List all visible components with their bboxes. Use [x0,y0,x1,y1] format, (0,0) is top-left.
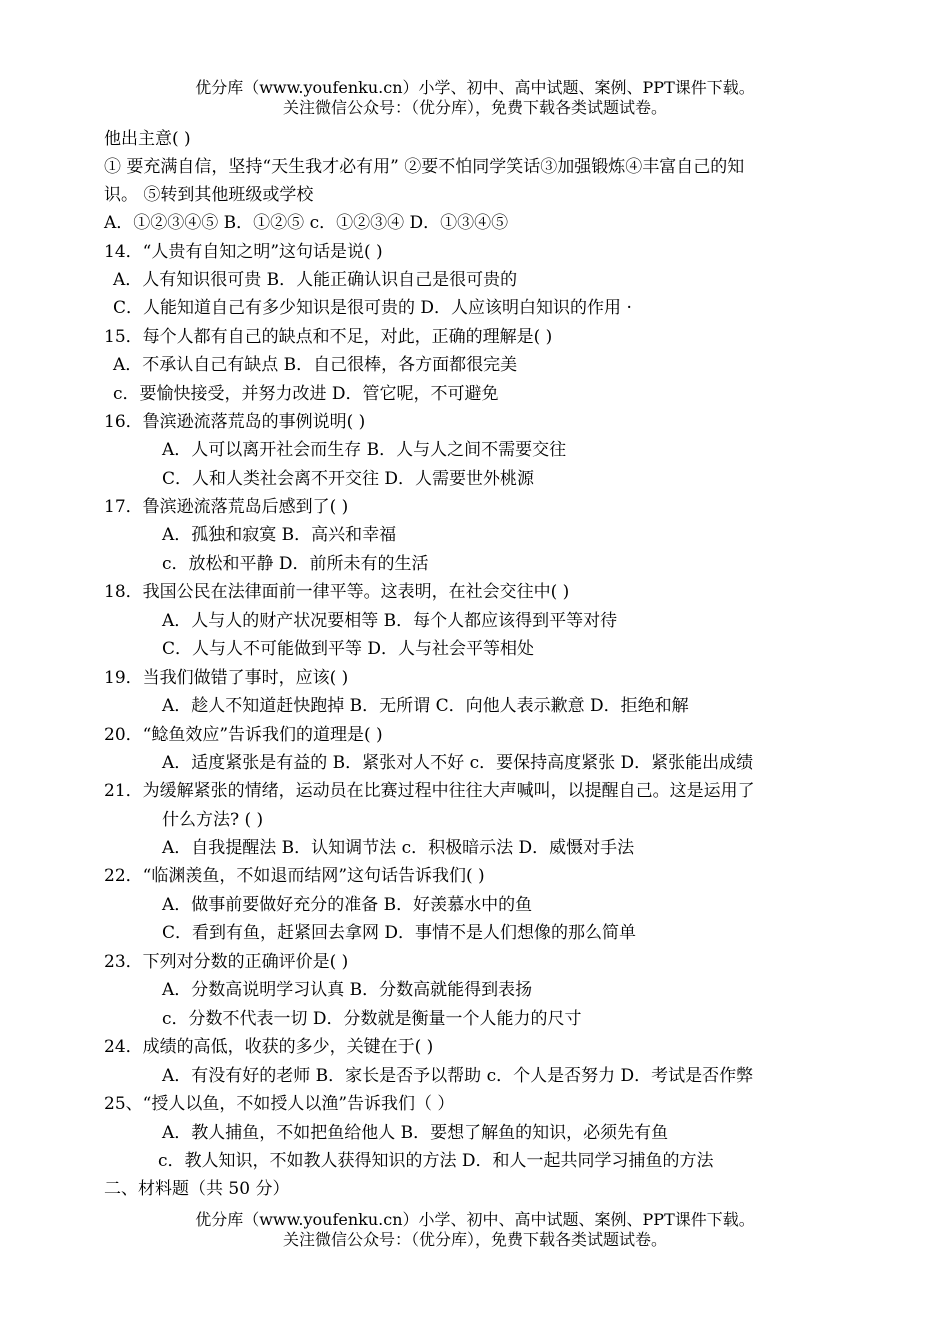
section-heading: 二、材料题（共 50 分） [104,1179,290,1199]
answer-options: c．分数不代表一切 D．分数就是衡量一个人能力的尺寸 [162,1009,582,1029]
header-line-1: 优分库（www.youfenku.cn）小学、初中、高中试题、案例、PPT课件下载。 [195,78,755,97]
answer-options: A．做事前要做好充分的准备 B．好羡慕水中的鱼 [162,895,533,915]
question-18: 18．我国公民在法律面前一律平等。这表明，在社会交往中( ) [104,582,570,602]
answer-options: A．自我提醒法 B．认知调节法 c．积极暗示法 D．威慑对手法 [162,838,635,858]
answer-options: c．教人知识，不如教人获得知识的方法 D．和人一起共同学习捕鱼的方法 [158,1151,714,1171]
answer-options: A．分数高说明学习认真 B．分数高就能得到表扬 [162,980,533,1000]
answer-options: A．人可以离开社会而生存 B．人与人之间不需要交往 [162,440,567,460]
answer-options: C．人和人类社会离不开交往 D．人需要世外桃源 [162,469,535,489]
question-14: 14．“人贵有自知之明”这句话是说( ) [104,242,383,262]
question-16: 16．鲁滨逊流落荒岛的事例说明( ) [104,412,366,432]
answer-options: c．要愉快接受，并努力改进 D．管它呢，不可避免 [113,384,499,404]
question-22: 22．“临渊羡鱼，不如退而结网”这句话告诉我们( ) [104,866,485,886]
answer-options: A．趁人不知道赶快跑掉 B．无所谓 C．向他人表示歉意 D．拒绝和解 [162,696,689,716]
answer-options: A．孤独和寂寞 B．高兴和幸福 [162,525,397,545]
answer-options: C．人能知道自己有多少知识是很可贵的 D．人应该明白知识的作用 · [113,298,632,318]
question-17: 17．鲁滨逊流落荒岛后感到了( ) [104,497,349,517]
question-15: 15．每个人都有自己的缺点和不足，对此，正确的理解是( ) [104,327,553,347]
question-continuation: 他出主意( ) [104,129,191,149]
question-21-continuation: 什么方法? ( ) [162,810,264,830]
question-23: 23．下列对分数的正确评价是( ) [104,952,349,972]
question-24: 24．成绩的高低，收获的多少，关键在于( ) [104,1037,434,1057]
answer-options: A．有没有好的老师 B．家长是否予以帮助 c．个人是否努力 D．考试是否作弊 [162,1066,754,1086]
answer-options: A．适度紧张是有益的 B．紧张对人不好 c．要保持高度紧张 D．紧张能出成绩 [162,753,754,773]
answer-options: A．①②③④⑤ B．①②⑤ c．①②③④ D．①③④⑤ [104,213,509,233]
question-25: 25、“授人以鱼，不如授人以渔”告诉我们（ ） [104,1094,455,1114]
footer-line-1: 优分库（www.youfenku.cn）小学、初中、高中试题、案例、PPT课件下载。 [195,1210,755,1229]
question-20: 20．“鲶鱼效应”告诉我们的道理是( ) [104,725,383,745]
footer-line-2: 关注微信公众号：（优分库），免费下载各类试题试卷。 [282,1230,667,1249]
statement-options-line: 识。 ⑤转到其他班级或学校 [104,185,314,205]
answer-options: A．人有知识很可贵 B．人能正确认识自己是很可贵的 [113,270,518,290]
question-21: 21．为缓解紧张的情绪，运动员在比赛过程中往往大声喊叫，以提醒自己。这是运用了 [104,781,755,801]
question-19: 19．当我们做错了事时，应该( ) [104,668,349,688]
answer-options: A．不承认自己有缺点 B．自己很棒，各方面都很完美 [113,355,518,375]
statement-options-line: ① 要充满自信，坚持“天生我才必有用” ②要不怕同学笑话③加强锻炼④丰富自己的知 [104,157,745,177]
answer-options: C．人与人不可能做到平等 D．人与社会平等相处 [162,639,535,659]
header-line-2: 关注微信公众号：（优分库），免费下载各类试题试卷。 [282,98,667,117]
answer-options: A．人与人的财产状况要相等 B．每个人都应该得到平等对待 [162,611,618,631]
answer-options: c．放松和平静 D．前所未有的生活 [162,554,429,574]
answer-options: C．看到有鱼，赶紧回去拿网 D．事情不是人们想像的那么简单 [162,923,637,943]
answer-options: A．教人捕鱼，不如把鱼给他人 B．要想了解鱼的知识，必须先有鱼 [162,1123,669,1143]
